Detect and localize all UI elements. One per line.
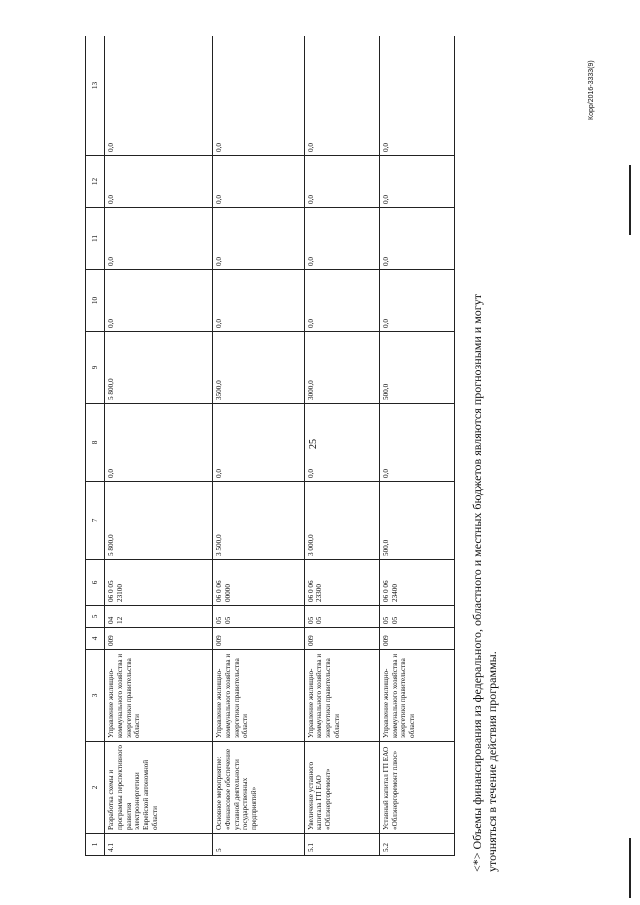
federal-amount: 0,0 — [304, 404, 379, 482]
csr-code: 06 0 06 23400 — [379, 560, 454, 606]
csr-code: 06 0 06 00000 — [213, 560, 305, 606]
measure-name: Увеличение уставного капитала ГП ЕАО «Облэнергоремонт» — [304, 742, 379, 834]
federal-amount: 0,0 — [213, 404, 305, 482]
regional-amount: 500,0 — [379, 332, 454, 404]
column-number: 4 — [86, 628, 105, 650]
column-number-row — [86, 36, 105, 856]
local-amount: 0,0 — [105, 270, 213, 332]
table-row — [213, 36, 305, 856]
column-number: 3 — [86, 650, 105, 742]
column-number: 6 — [86, 560, 105, 606]
regional-amount: 3000,0 — [304, 332, 379, 404]
budget-table-container — [85, 36, 455, 856]
column-number: 2 — [86, 742, 105, 834]
scan-edge-mark — [629, 838, 631, 898]
executor: Управление жилищно-коммунального хозяйства и энергетики правительства области — [105, 650, 213, 742]
total-amount: 5 800,0 — [105, 482, 213, 560]
footnote-line-2: уточняться в течение действия программы. — [485, 651, 499, 872]
row-number: 5.1 — [304, 834, 379, 856]
regional-amount: 5 800,0 — [105, 332, 213, 404]
scan-edge-mark — [629, 165, 631, 235]
column-number: 10 — [86, 270, 105, 332]
total-amount: 500,0 — [379, 482, 454, 560]
rzpr-code: 05 05 — [213, 606, 305, 628]
amount-col-12: 0,0 — [304, 156, 379, 208]
amount-col-13: 0,0 — [105, 36, 213, 156]
total-amount: 3 000,0 — [304, 482, 379, 560]
amount-col-13: 0,0 — [379, 36, 454, 156]
grbs-code: 009 — [379, 628, 454, 650]
budget-table — [85, 36, 455, 856]
column-number: 9 — [86, 332, 105, 404]
footnote — [470, 72, 500, 872]
column-number: 8 — [86, 404, 105, 482]
federal-amount: 0,0 — [379, 404, 454, 482]
local-amount: 0,0 — [213, 270, 305, 332]
executor: Управление жилищно-коммунального хозяйства и энергетики правительства области — [379, 650, 454, 742]
column-number: 1 — [86, 834, 105, 856]
rzpr-code: 05 05 — [379, 606, 454, 628]
measure-name: Уставный капитал ГП ЕАО «Облэнергоремонт плюс» — [379, 742, 454, 834]
grbs-code: 009 — [105, 628, 213, 650]
table-row — [105, 36, 213, 856]
footnote-line-1: <*> Объемы финансирования из федерального, областного и местных бюджетов являются прогнозными и могут — [470, 294, 484, 872]
executor: Управление жилищно-коммунального хозяйства и энергетики правительства области — [213, 650, 305, 742]
row-number: 5 — [213, 834, 305, 856]
regional-amount: 3500,0 — [213, 332, 305, 404]
total-amount: 3 500,0 — [213, 482, 305, 560]
column-number: 12 — [86, 156, 105, 208]
column-number: 5 — [86, 606, 105, 628]
amount-col-12: 0,0 — [213, 156, 305, 208]
local-amount: 0,0 — [379, 270, 454, 332]
csr-code: 06 0 06 23300 — [304, 560, 379, 606]
local-amount: 0,0 — [304, 270, 379, 332]
measure-name: Разработка схемы и программы перспективного развития электроэнергетики Еврейской автономной области — [105, 742, 213, 834]
document-stamp: Корр/2016-3333(9) — [588, 60, 595, 120]
executor: Управление жилищно-коммунального хозяйства и энергетики правительства области — [304, 650, 379, 742]
column-number: 11 — [86, 208, 105, 270]
csr-code: 06 0 05 23100 — [105, 560, 213, 606]
rzpr-code: 05 05 — [304, 606, 379, 628]
column-number: 13 — [86, 36, 105, 156]
amount-col-11: 0,0 — [304, 208, 379, 270]
amount-col-11: 0,0 — [105, 208, 213, 270]
grbs-code: 009 — [304, 628, 379, 650]
amount-col-11: 0,0 — [379, 208, 454, 270]
rzpr-code: 04 12 — [105, 606, 213, 628]
column-number: 7 — [86, 482, 105, 560]
amount-col-12: 0,0 — [379, 156, 454, 208]
table-row — [304, 36, 379, 856]
federal-amount: 0,0 — [105, 404, 213, 482]
amount-col-11: 0,0 — [213, 208, 305, 270]
amount-col-12: 0,0 — [105, 156, 213, 208]
row-number: 4.1 — [105, 834, 213, 856]
amount-col-13: 0,0 — [213, 36, 305, 156]
measure-name: Основное мероприятие: «Финансовое обеспечение уставной деятельности государственных предприятий» — [213, 742, 305, 834]
grbs-code: 009 — [213, 628, 305, 650]
amount-col-13: 0,0 — [304, 36, 379, 156]
row-number: 5.2 — [379, 834, 454, 856]
table-row — [379, 36, 454, 856]
page-number: 25 — [308, 439, 319, 449]
